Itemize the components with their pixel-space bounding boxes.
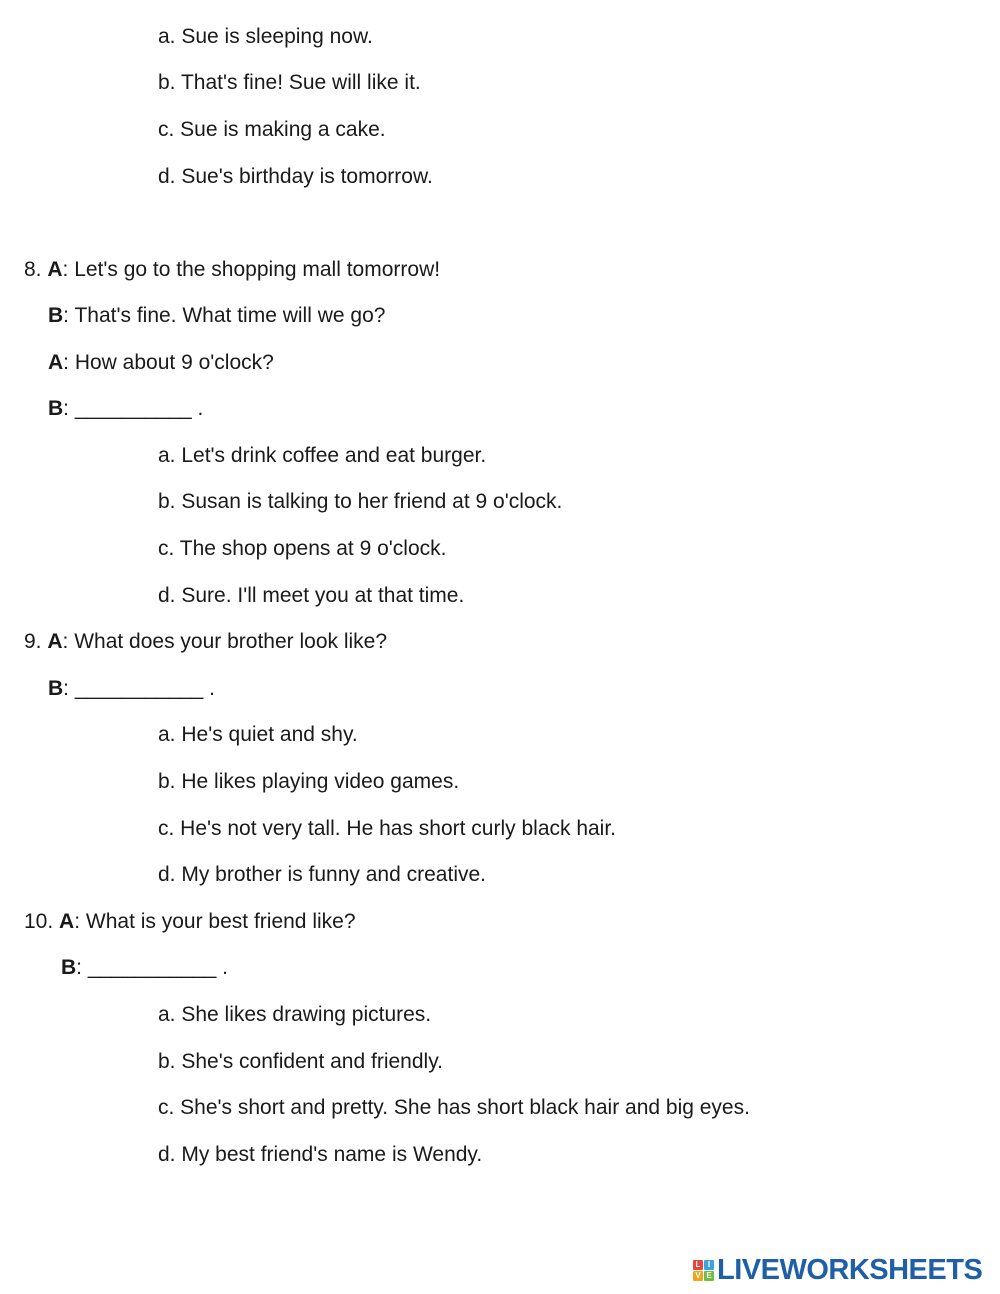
q8-option-d[interactable]: d. Sure. I'll meet you at that time. — [158, 584, 465, 607]
liveworksheets-logo — [693, 1254, 982, 1286]
logo-block-l: L — [693, 1260, 703, 1270]
q8-line-3 — [48, 351, 274, 375]
q10-speaker-b: B — [61, 956, 77, 979]
q8-option-a[interactable]: a. Let's drink coffee and eat burger. — [158, 444, 487, 467]
logo-block-v: V — [693, 1271, 703, 1281]
q9-answer-blank[interactable]: : ___________ . — [63, 677, 215, 700]
q8-line-2 — [48, 304, 385, 328]
q10-option-b[interactable]: b. She's confident and friendly. — [158, 1050, 443, 1073]
q7-option-a[interactable]: a. Sue is sleeping now. — [158, 25, 373, 48]
q10-speaker-a: A — [59, 910, 75, 933]
q7-option-c[interactable]: c. Sue is making a cake. — [158, 118, 386, 141]
q10-option-c[interactable]: c. She's short and pretty. She has short black hair and big eyes. — [158, 1096, 750, 1119]
q9-option-a[interactable]: a. He's quiet and shy. — [158, 723, 358, 746]
q8-speaker-a: A — [47, 258, 63, 281]
q8-option-c[interactable]: c. The shop opens at 9 o'clock. — [158, 537, 447, 560]
q8-line-1 — [24, 258, 440, 282]
logo-block-i: I — [704, 1260, 714, 1270]
q8-number: 8. — [24, 258, 42, 281]
q10-line-2 — [61, 956, 228, 980]
q8-text-1: : Let's go to the shopping mall tomorrow! — [62, 258, 441, 281]
q7-option-d[interactable]: d. Sue's birthday is tomorrow. — [158, 165, 433, 188]
q10-text-1: : What is your best friend like? — [74, 910, 356, 933]
q10-number: 10. — [24, 910, 54, 933]
q9-text-1: : What does your brother look like? — [62, 630, 388, 653]
q9-line-1 — [24, 630, 387, 654]
q8-speaker-b: B — [48, 304, 64, 327]
q8-line-4 — [48, 397, 203, 421]
q8-speaker-a2: A — [48, 351, 64, 374]
q8-text-2: : That's fine. What time will we go? — [63, 304, 386, 327]
q8-answer-blank[interactable]: : __________ . — [63, 397, 204, 420]
logo-block-e: E — [704, 1271, 714, 1281]
q8-speaker-b2: B — [48, 397, 64, 420]
q8-text-3: : How about 9 o'clock? — [63, 351, 274, 374]
logo-blocks-icon — [693, 1260, 714, 1281]
q10-answer-blank[interactable]: : ___________ . — [76, 956, 228, 979]
q9-number: 9. — [24, 630, 42, 653]
logo-text: LIVEWORKSHEETS — [717, 1253, 983, 1286]
q10-option-a[interactable]: a. She likes drawing pictures. — [158, 1003, 432, 1026]
q10-option-d[interactable]: d. My best friend's name is Wendy. — [158, 1143, 483, 1166]
q10-line-1 — [24, 910, 356, 934]
q9-option-c[interactable]: c. He's not very tall. He has short curly black hair. — [158, 817, 617, 840]
q9-speaker-b: B — [48, 677, 64, 700]
q9-line-2 — [48, 677, 215, 701]
q8-option-b[interactable]: b. Susan is talking to her friend at 9 o'clock. — [158, 490, 563, 513]
q9-option-b[interactable]: b. He likes playing video games. — [158, 770, 460, 793]
q7-option-b[interactable]: b. That's fine! Sue will like it. — [158, 71, 421, 94]
q9-speaker-a: A — [47, 630, 63, 653]
q9-option-d[interactable]: d. My brother is funny and creative. — [158, 863, 486, 886]
